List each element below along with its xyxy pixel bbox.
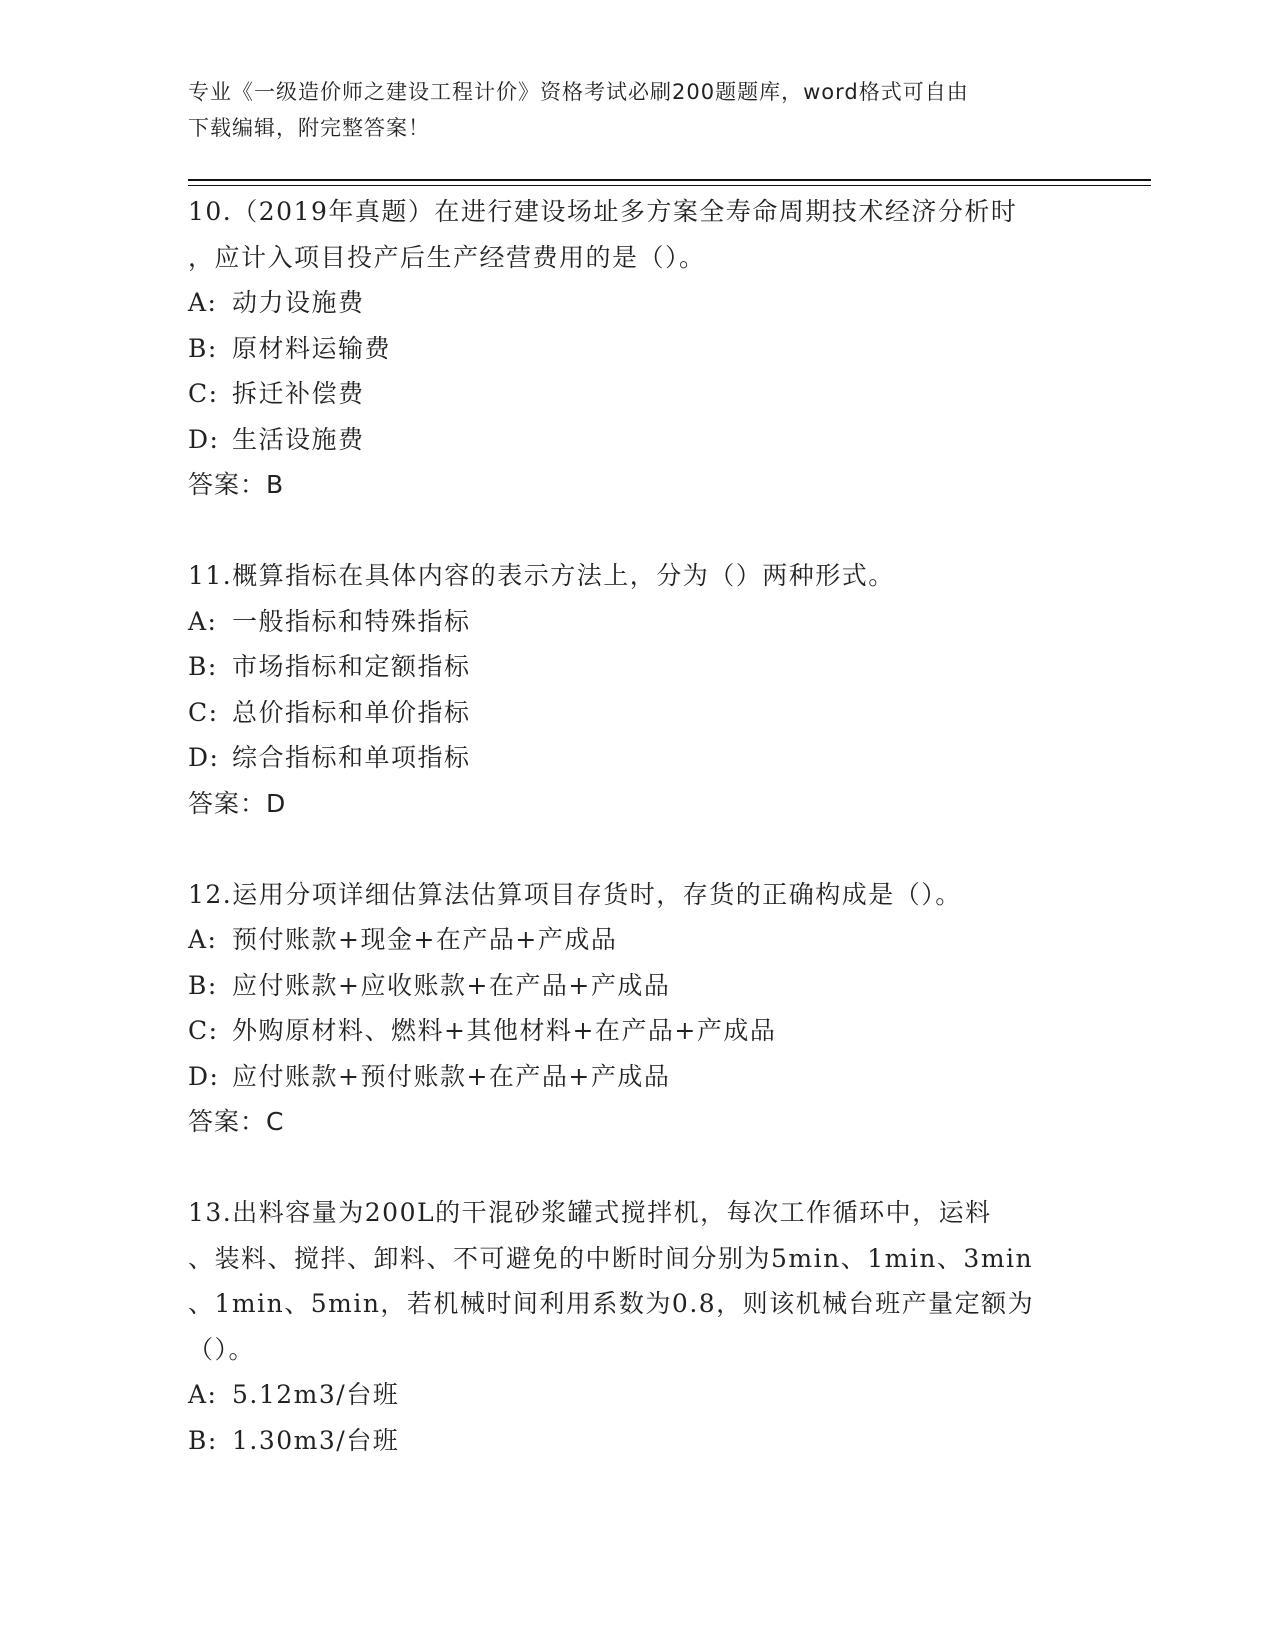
option-letter: D:	[188, 424, 220, 454]
question-stem-line: 13.出料容量为200L的干混砂浆罐式搅拌机，每次工作循环中，运料	[188, 1198, 992, 1227]
option-text: 动力设施费	[232, 288, 365, 317]
option-b	[188, 326, 1088, 372]
question-stem-line: （）。	[188, 1334, 256, 1364]
option-b	[188, 644, 1088, 690]
question-stem-line: 、装料、搅拌、卸料、不可避免的中断时间分别为5min、1min、3min	[188, 1243, 1034, 1273]
option-c	[188, 1008, 1088, 1054]
option-text: 5.12m3/台班	[232, 1380, 400, 1409]
option-letter: A:	[188, 606, 218, 636]
question-stem-line: 10.（2019年真题）在进行建设场址多方案全寿命周期技术经济分析时	[188, 197, 1018, 226]
option-letter: D:	[188, 743, 220, 772]
option-text: 市场指标和定额指标	[232, 652, 471, 681]
option-letter: C:	[188, 697, 219, 727]
answer-line: 答案：D	[188, 788, 287, 818]
question-10	[188, 189, 1088, 553]
option-text: 外购原材料、燃料+其他材料+在产品+产成品	[232, 1016, 777, 1045]
option-a	[188, 917, 1088, 963]
answer-line: 答案：C	[188, 1107, 285, 1136]
header-line-2: 下载编辑，附完整答案！	[188, 116, 430, 140]
question-spacer	[188, 826, 1088, 872]
option-text: 1.30m3/台班	[232, 1425, 400, 1455]
option-text: 应付账款+预付账款+在产品+产成品	[232, 1061, 671, 1091]
option-text: 原材料运输费	[232, 333, 392, 363]
question-stem-line: ，应计入项目投产后生产经营费用的是（）。	[188, 242, 706, 272]
option-a	[188, 599, 1088, 645]
option-letter: B:	[188, 333, 218, 363]
option-letter: A:	[188, 1380, 218, 1409]
document-header	[188, 74, 1068, 146]
option-letter: A:	[188, 925, 218, 954]
question-stem-line: 、1min、5min，若机械时间利用系数为0.8，则该机械台班产量定额为	[188, 1289, 1035, 1318]
header-divider-thin	[188, 185, 1151, 186]
option-c	[188, 371, 1088, 417]
option-b	[188, 963, 1088, 1009]
option-b	[188, 1418, 1088, 1464]
option-text: 应付账款+应收账款+在产品+产成品	[232, 970, 671, 1000]
answer-line: 答案：B	[188, 470, 285, 499]
question-13	[188, 1190, 1088, 1463]
option-text: 生活设施费	[232, 424, 365, 454]
question-spacer	[188, 1145, 1088, 1191]
question-11	[188, 553, 1088, 872]
option-a	[188, 280, 1088, 326]
option-letter: B:	[188, 970, 218, 1000]
option-letter: B:	[188, 1425, 218, 1455]
header-divider-thick	[188, 179, 1151, 181]
question-spacer	[188, 508, 1088, 554]
question-stem-line: 12.运用分项详细估算法估算项目存货时，存货的正确构成是（）。	[188, 879, 962, 909]
question-12	[188, 872, 1088, 1191]
question-list	[188, 189, 1088, 1463]
option-d	[188, 1054, 1088, 1100]
option-c	[188, 690, 1088, 736]
option-text: 总价指标和单价指标	[232, 697, 471, 727]
option-text: 一般指标和特殊指标	[232, 606, 471, 636]
option-letter: D:	[188, 1061, 220, 1091]
question-stem-line: 11.概算指标在具体内容的表示方法上，分为（）两种形式。	[188, 561, 895, 590]
option-letter: A:	[188, 288, 218, 317]
option-d	[188, 735, 1088, 781]
header-line-1: 专业《一级造价师之建设工程计价》资格考试必刷200题题库，word格式可自由	[188, 80, 969, 104]
option-letter: C:	[188, 1016, 219, 1045]
option-a	[188, 1372, 1088, 1418]
option-text: 拆迁补偿费	[232, 379, 365, 408]
option-letter: B:	[188, 652, 218, 681]
option-text: 预付账款+现金+在产品+产成品	[232, 925, 618, 954]
option-letter: C:	[188, 379, 219, 408]
option-d	[188, 417, 1088, 463]
option-text: 综合指标和单项指标	[232, 743, 471, 772]
